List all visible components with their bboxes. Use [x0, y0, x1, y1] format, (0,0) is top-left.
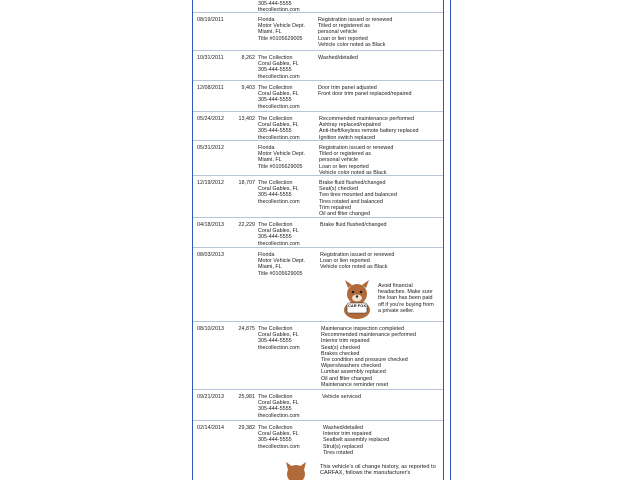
- history-row: [193, 175, 443, 218]
- tip-line: the loan has been paid: [378, 295, 433, 302]
- comment-line: Interior trim repaired: [321, 338, 370, 345]
- source-line: Coral Gables, FL: [258, 61, 299, 68]
- record-odometer: 25,981: [238, 394, 255, 400]
- comment-line: Recommended maintenance performed: [319, 116, 414, 122]
- source-line: thecollection.com: [258, 103, 300, 110]
- comment-line: Registration issued or renewed: [319, 145, 394, 151]
- record-comments: [318, 85, 412, 97]
- source-line: The Collection: [258, 55, 293, 61]
- source-line: Coral Gables, FL: [258, 122, 299, 129]
- comment-line: Registration issued or renewed: [318, 17, 393, 23]
- source-line: Florida: [258, 145, 275, 151]
- history-row: [193, 420, 443, 465]
- record-comments: [318, 55, 358, 61]
- record-source: [258, 55, 300, 80]
- source-line: Florida: [258, 252, 275, 258]
- source-line: Florida: [258, 17, 275, 23]
- record-comments: [322, 394, 361, 400]
- record-date: 05/24/2012: [197, 116, 224, 122]
- source-line: Motor Vehicle Dept.: [258, 151, 306, 158]
- record-source: [258, 326, 300, 351]
- comment-line: Washed/detailed: [318, 55, 358, 61]
- tip-line: a private seller.: [378, 307, 415, 314]
- history-row: [193, 389, 443, 421]
- carfox-mascot-icon: [338, 280, 376, 325]
- source-line: Miami, FL: [258, 157, 282, 164]
- comment-line: Ignition switch replaced: [319, 134, 376, 141]
- comment-line: Interior trim repaired: [323, 431, 372, 438]
- source-line: 305-444-5555: [258, 67, 292, 74]
- record-odometer: 29,382: [238, 425, 255, 431]
- record-date: 12/19/2012: [197, 180, 224, 186]
- record-comments: [320, 252, 394, 271]
- source-line: The Collection: [258, 326, 293, 332]
- record-date: 08/03/2013: [197, 252, 224, 258]
- comment-line: Brake fluid flushed/changed: [319, 180, 386, 186]
- comment-line: Vehicle color noted as Black: [318, 41, 386, 48]
- source-line: thecollection.com: [258, 240, 300, 247]
- source-line: 305-444-5555: [258, 97, 292, 104]
- history-row: [193, 217, 443, 248]
- right-border-outer: [450, 0, 451, 480]
- comment-line: Strut(s) replaced: [323, 443, 363, 450]
- comment-line: Oil and filter changed: [319, 211, 370, 218]
- comment-line: Maintenance reminder reset: [321, 381, 389, 388]
- comment-line: Vehicle color noted as Black: [320, 264, 388, 271]
- source-line: Title #0105629005: [258, 163, 303, 170]
- source-line: thecollection.com: [258, 443, 300, 450]
- source-line: Motor Vehicle Dept.: [258, 258, 306, 265]
- comment-line: Loan or lien reported: [320, 258, 370, 265]
- comment-line: Front door trim panel replaced/repaired: [318, 91, 412, 98]
- tip-line: Avoid financial: [378, 283, 413, 289]
- comment-line: Loan or lien reported: [318, 35, 368, 42]
- record-source: [258, 145, 305, 170]
- comment-line: Wipers/washers checked: [321, 363, 381, 370]
- comment-line: Vehicle color noted as Black: [319, 169, 387, 176]
- record-odometer: 13,402: [238, 116, 255, 122]
- record-date: 10/31/2011: [197, 55, 224, 61]
- record-date: 12/08/2011: [197, 85, 224, 91]
- record-date: 05/31/2012: [197, 145, 224, 151]
- record-source: [258, 180, 300, 205]
- source-line: The Collection: [258, 85, 293, 91]
- source-line: The Collection: [258, 180, 293, 186]
- comment-line: Recommended maintenance performed: [321, 332, 416, 339]
- tip-line: off if you're buying from: [378, 301, 434, 308]
- fragment-line: thecollection.com: [258, 7, 300, 14]
- source-line: Title #0105629005: [258, 270, 303, 277]
- source-line: Coral Gables, FL: [258, 431, 299, 438]
- record-date: 02/14/2014: [197, 425, 224, 431]
- source-line: Coral Gables, FL: [258, 400, 299, 407]
- history-row: [193, 50, 443, 81]
- source-line: Coral Gables, FL: [258, 332, 299, 339]
- source-line: thecollection.com: [258, 198, 300, 205]
- tip-line: This vehicle's oil change history, as reported to: [320, 464, 436, 470]
- source-line: thecollection.com: [258, 73, 300, 80]
- comment-line: Tires rotated and balanced: [319, 198, 383, 205]
- record-comments: [321, 326, 416, 388]
- record-comments: [320, 222, 387, 228]
- source-line: The Collection: [258, 425, 293, 431]
- record-source: [258, 222, 300, 247]
- record-source: [258, 85, 300, 110]
- source-line: Motor Vehicle Dept.: [258, 23, 306, 30]
- record-source: [258, 425, 300, 450]
- record-date: 08/19/2011: [197, 17, 224, 23]
- oil-tip: [320, 464, 436, 476]
- record-comments: [318, 17, 392, 48]
- comment-line: Ashtray replaced/repaired: [319, 122, 381, 129]
- comment-line: Anti-theft/keyless remote battery replaced: [319, 128, 419, 135]
- record-date: 04/18/2013: [197, 222, 224, 228]
- carfox-badge-text: CAR FOX: [348, 303, 366, 308]
- comment-line: Door trim panel adjusted: [318, 85, 377, 91]
- comment-line: Oil and filter changed: [321, 375, 372, 382]
- source-line: 305-444-5555: [258, 128, 292, 135]
- record-odometer: 22,229: [238, 222, 255, 228]
- carfox-mascot-oil-icon: [282, 462, 310, 485]
- right-border: [443, 0, 444, 480]
- source-line: 305-444-5555: [258, 437, 292, 444]
- record-comments: [323, 425, 389, 456]
- source-line: The Collection: [258, 394, 293, 400]
- comment-line: Brakes checked: [321, 350, 360, 357]
- comment-line: Vehicle serviced: [322, 394, 361, 400]
- source-line: Miami, FL: [258, 29, 282, 36]
- comment-line: Trim repaired: [319, 204, 351, 211]
- source-line: Title #0105629005: [258, 35, 303, 42]
- comment-line: personal vehicle: [319, 157, 358, 164]
- source-line: 305-444-5555: [258, 192, 292, 199]
- source-line: The Collection: [258, 222, 293, 228]
- comment-line: Seatbelt assembly replaced: [323, 437, 390, 444]
- record-source: [258, 252, 305, 277]
- history-row: [193, 12, 443, 51]
- record-source: [258, 394, 300, 419]
- fragment-line: 305-444-5555: [258, 1, 292, 7]
- record-odometer: 9,403: [241, 85, 255, 91]
- comment-line: Seat(s) checked: [319, 186, 358, 193]
- comment-line: Tires rotated: [323, 449, 354, 456]
- record-comments: [319, 116, 418, 141]
- record-source: [258, 17, 305, 42]
- comment-line: Lumbar assembly replaced: [321, 369, 386, 376]
- record-date: 08/10/2013: [197, 326, 224, 332]
- source-line: Coral Gables, FL: [258, 228, 299, 235]
- tip-line: headaches. Make sure: [378, 289, 433, 296]
- record-date: 09/21/2013: [197, 394, 224, 400]
- source-line: Coral Gables, FL: [258, 91, 299, 98]
- history-row: [193, 321, 443, 390]
- comment-line: Maintenance inspection completed: [321, 326, 405, 332]
- source-line: thecollection.com: [258, 412, 300, 419]
- history-row: [193, 80, 443, 112]
- history-row: [193, 140, 443, 176]
- source-line: Miami, FL: [258, 264, 282, 271]
- comment-line: personal vehicle: [318, 29, 357, 36]
- comment-line: Registration issued or renewed: [320, 252, 395, 258]
- source-line: thecollection.com: [258, 134, 300, 141]
- comment-line: Seat(s) checked: [321, 344, 360, 351]
- comment-line: Tire condition and pressure checked: [321, 357, 408, 364]
- lien-tip: [378, 283, 434, 314]
- source-line: The Collection: [258, 116, 293, 122]
- comment-line: Loan or lien reported: [319, 163, 369, 170]
- source-line: thecollection.com: [258, 344, 300, 351]
- record-comments: [319, 180, 397, 217]
- source-line: 305-444-5555: [258, 338, 292, 345]
- tip-line: CARFAX, follows the manufacturer's: [320, 470, 411, 477]
- comment-line: Two tires mounted and balanced: [319, 192, 397, 199]
- source-line: 305-444-5555: [258, 406, 292, 413]
- comment-line: Titled or registered as: [318, 23, 370, 30]
- record-odometer: 8,262: [241, 55, 255, 61]
- record-odometer: 24,875: [238, 326, 255, 332]
- record-comments: [319, 145, 393, 176]
- history-row: [193, 111, 443, 141]
- source-line: Coral Gables, FL: [258, 186, 299, 193]
- comment-line: Brake fluid flushed/changed: [320, 222, 387, 228]
- record-odometer: 18,707: [238, 180, 255, 186]
- source-line: 305-444-5555: [258, 234, 292, 241]
- record-source: [258, 116, 300, 141]
- comment-line: Washed/detailed: [323, 425, 363, 431]
- comment-line: Titled or registered as: [319, 151, 371, 158]
